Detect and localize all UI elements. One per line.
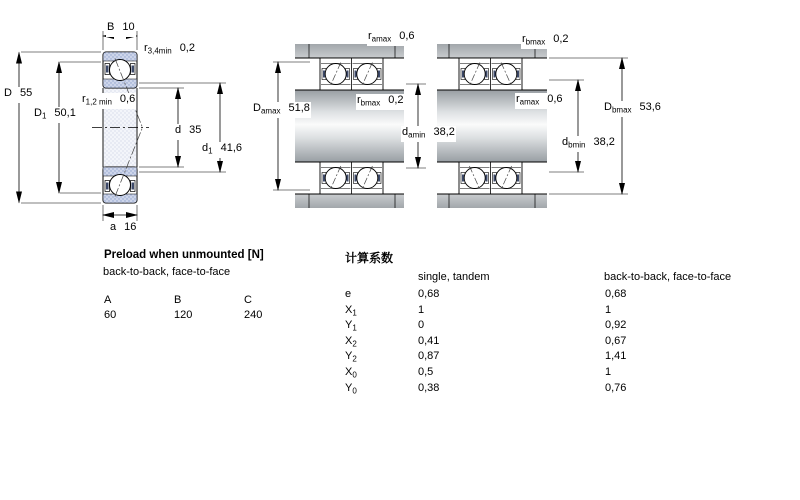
dim-label-rbmax-b: $r_{bmax}$ 0,2 (522, 33, 569, 47)
factors-col2-header: back-to-back, face-to-face (604, 271, 732, 283)
factors-title: 计算系数 (345, 251, 394, 265)
bearing-section-top (103, 52, 137, 88)
bearing-pair-bottom (459, 162, 522, 194)
dim-label-rbmax-a: $r_{bmax}$ 0,2 (357, 94, 404, 108)
ball (110, 175, 131, 196)
preload-val-b: 120 (174, 309, 193, 321)
bearing-pair-top (320, 58, 383, 90)
preload-col-b: B (174, 294, 182, 306)
preload-title: Preload when unmounted [N] (104, 249, 264, 261)
dim-label-damin: $d_{amin}$ 38,2 (402, 126, 455, 140)
dimension-lines (578, 58, 622, 194)
dim-label-Dbmax: $D_{bmax}$ 53,6 (604, 101, 661, 115)
dim-label-r34min: $r_{3,4min}$ 0,2 (144, 42, 195, 56)
dim-label-D1: $D_1$ 50,1 (34, 107, 76, 121)
factors-row-x0: $X_0$ 0,5 1 (345, 366, 612, 380)
bearing-section-bottom (103, 167, 137, 203)
factors-row-x1: $X_1$ 1 1 (345, 304, 612, 318)
preload-col-a: A (104, 294, 112, 306)
preload-value-row (104, 309, 314, 321)
dim-label-d1: $d_1$ 41,6 (202, 142, 242, 156)
bearing-pair-bottom (320, 162, 383, 194)
dim-label-r12min: $r_{1,2 min}$ 0,6 (82, 93, 136, 107)
dim-label-Damax: $D_{amax}$ 51,8 (253, 102, 310, 116)
housing-section (295, 44, 404, 58)
dim-label-ramax-b: $r_{amax}$ 0,6 (516, 93, 563, 107)
dim-label-D: D 55 (3, 87, 33, 103)
preload-subtitle: back-to-back, face-to-face (103, 266, 231, 278)
factors-row-y0: $Y_0$ 0,38 0,76 (345, 382, 627, 396)
dim-label-d: d 35 (174, 124, 202, 140)
preload-col-c: C (244, 294, 252, 306)
factors-row-y2: $Y_2$ 0,87 1,41 (345, 350, 627, 364)
dim-label-B: B 10 (106, 21, 136, 37)
dim-label-dbmin: $d_{bmin}$ 38,2 (562, 136, 615, 150)
dim-label-a: a 16 (109, 221, 137, 237)
bearing-pair-top (459, 58, 522, 90)
dim-label-ramax-a: $r_{amax}$ 0,6 (368, 30, 415, 44)
paired-bearings-figure (437, 44, 628, 208)
ball (357, 64, 378, 85)
ball (110, 60, 131, 81)
preload-val-c: 240 (244, 309, 263, 321)
ball (496, 64, 517, 85)
extension-lines (549, 58, 628, 194)
housing-section (295, 194, 404, 208)
factors-row-x2: $X_2$ 0,41 0,67 (345, 335, 627, 349)
factors-col1-header: single, tandem (418, 271, 490, 283)
factors-row-e: e 0,68 0,68 (345, 288, 627, 300)
ball (464, 64, 485, 85)
factors-row-y1: $Y_1$ 0 0,92 (345, 319, 627, 333)
ball (325, 64, 346, 85)
preload-val-a: 60 (104, 309, 117, 321)
housing-section (437, 194, 547, 208)
preload-header-row (104, 294, 314, 306)
